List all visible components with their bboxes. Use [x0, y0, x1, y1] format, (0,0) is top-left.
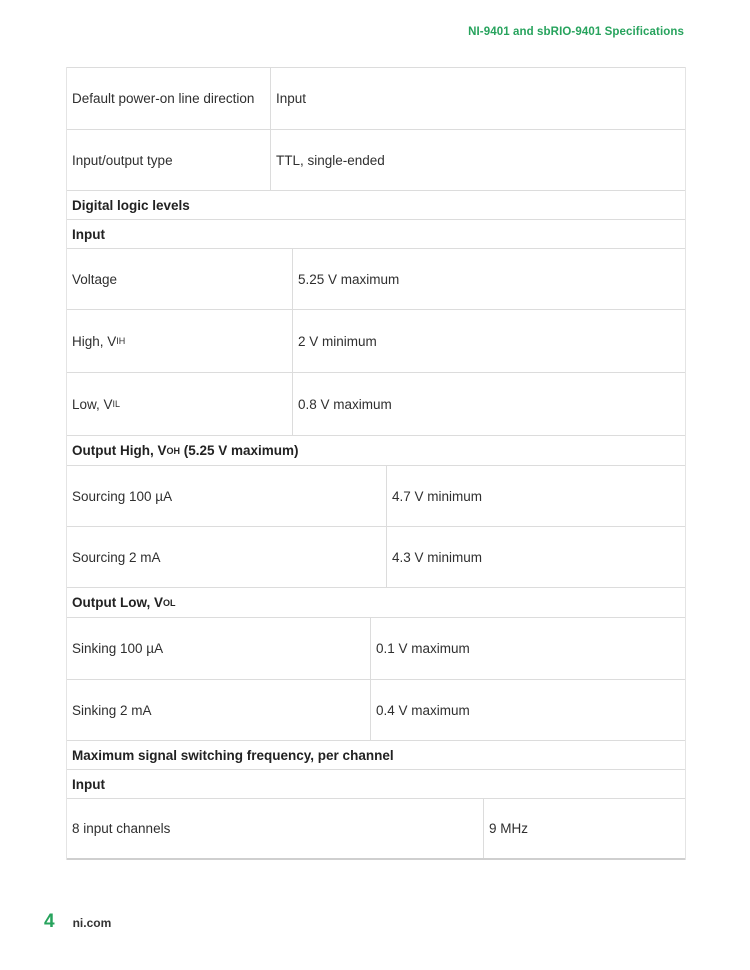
section-heading: Digital logic levels	[72, 197, 190, 213]
table-row	[67, 248, 685, 309]
section-heading-row	[67, 190, 685, 219]
page-number: 4	[44, 911, 55, 932]
spec-label: Sinking 100 µA	[72, 641, 164, 656]
section-heading-row	[67, 435, 685, 465]
spec-label-prefix: High, V	[72, 333, 117, 349]
subsection-heading-row	[67, 219, 685, 248]
section-heading: Maximum signal switching frequency, per channel	[72, 747, 394, 763]
spec-label-subscript: IL	[112, 399, 121, 409]
table-row	[67, 372, 685, 435]
spec-value: 9 MHz	[483, 799, 685, 858]
page-footer	[44, 911, 111, 933]
table-row	[67, 526, 685, 587]
table-row	[67, 309, 685, 372]
spec-label: Sourcing 2 mA	[72, 549, 161, 565]
spec-label-prefix: Low, V	[72, 396, 113, 412]
heading-prefix: Output High, V	[72, 443, 167, 458]
section-heading	[67, 436, 299, 465]
spec-label: 8 input channels	[72, 821, 171, 836]
spec-value: TTL, single-ended	[270, 130, 685, 190]
spec-value: 4.7 V minimum	[386, 466, 685, 526]
spec-value: Input	[270, 68, 685, 129]
table-row	[67, 798, 685, 860]
spec-value: 4.3 V minimum	[386, 527, 685, 587]
table-row	[67, 679, 685, 740]
table-row	[67, 617, 685, 679]
subsection-heading: Input	[72, 776, 105, 792]
subsection-heading-row	[67, 769, 685, 798]
spec-table	[66, 67, 686, 860]
spec-value: 2 V minimum	[292, 310, 685, 372]
table-row	[67, 465, 685, 526]
table-row	[67, 67, 685, 129]
subsection-heading: Input	[72, 226, 105, 242]
spec-label-subscript: IH	[116, 336, 126, 346]
table-row	[67, 129, 685, 190]
section-heading	[67, 588, 175, 617]
spec-label: Sourcing 100 µA	[72, 488, 173, 504]
heading-suffix: (5.25 V maximum)	[179, 443, 299, 458]
spec-value: 0.8 V maximum	[292, 373, 685, 435]
heading-prefix: Output Low, V	[72, 595, 163, 610]
spec-label: Voltage	[72, 271, 118, 287]
spec-value: 0.1 V maximum	[370, 618, 685, 679]
spec-value: 0.4 V maximum	[370, 680, 685, 740]
spec-label	[67, 373, 292, 435]
section-heading-row	[67, 740, 685, 769]
heading-subscript: OL	[162, 597, 176, 608]
heading-subscript: OH	[166, 445, 180, 456]
spec-label: Sinking 2 mA	[72, 702, 152, 718]
document-header-title: NI-9401 and sbRIO-9401 Specifications	[468, 26, 684, 38]
spec-label	[67, 310, 292, 372]
section-heading-row	[67, 587, 685, 617]
spec-value: 5.25 V maximum	[292, 249, 685, 309]
spec-label: Input/output type	[72, 152, 173, 168]
spec-label: Default power-on line direction	[72, 91, 255, 106]
footer-site-link[interactable]: ni.com	[72, 916, 112, 930]
